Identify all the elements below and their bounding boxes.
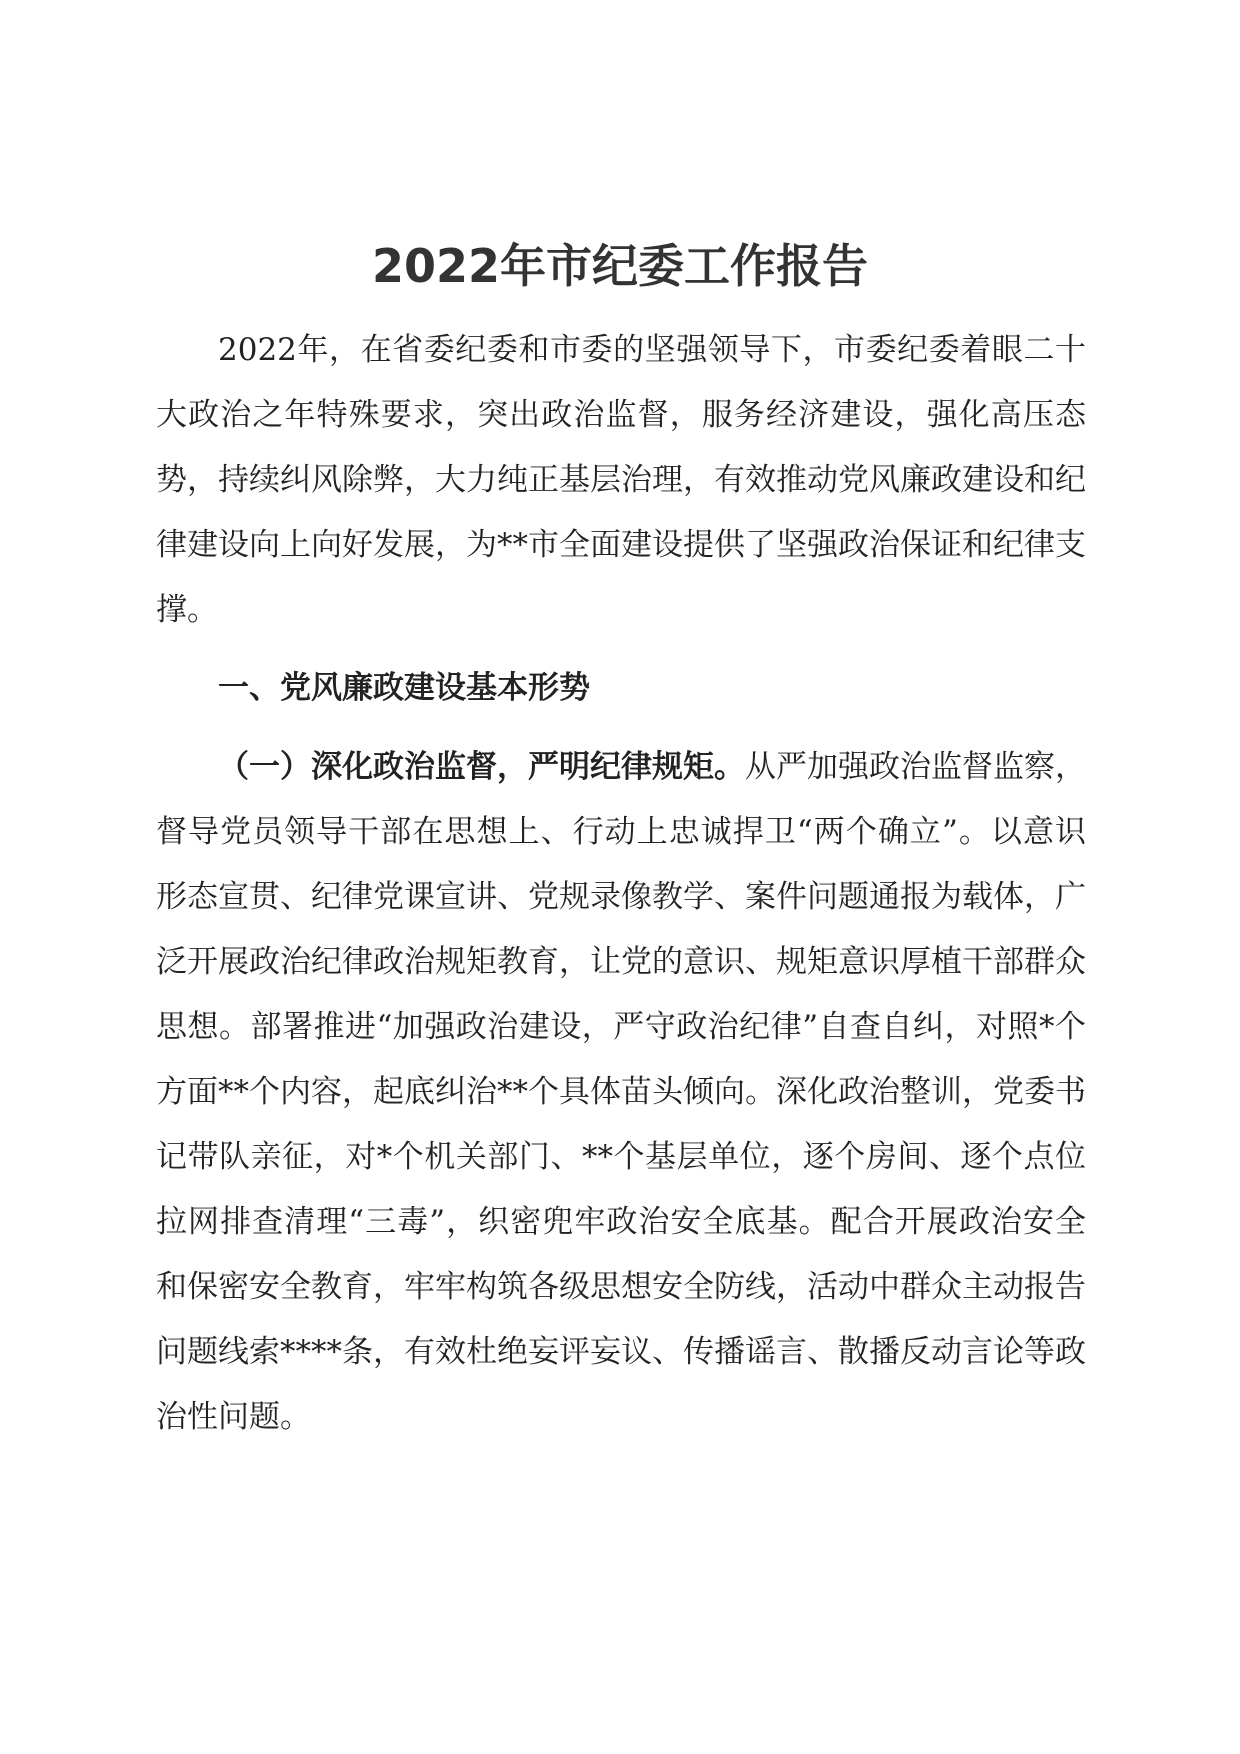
subsection-paragraph bbox=[156, 735, 1086, 1450]
subsection-text: 从严加强政治监督监察，督导党员领导干部在思想上、行动上忠诚捍卫“两个确立”。以意识形态宣贯、纪律党课宣讲、党规录像教学、案件问题通报为载体，广泛开展政治纪律政治规矩教育，让党的意识、规矩意识厚植干部群众思想。部署推进“加强政治建设，严守政治纪律”自查自纠，对照*个方面**个内容，起底纠治**个具体苗头倾向。深化政治整训，党委书记带队亲征，对*个机关部门、**个基层单位，逐个房间、逐个点位拉网排查清理“三毒”，织密兜牢政治安全底基。配合开展政治安全和保密安全教育，牢牢构筑各级思想安全防线，活动中群众主动报告问题线索****条，有效杜绝妄评妄议、传播谣言、散播反动言论等政治性问题。 bbox=[156, 749, 1086, 1435]
subsection-lead: （一）深化政治监督，严明纪律规矩。 bbox=[218, 749, 745, 785]
intro-paragraph: 2022年，在省委纪委和市委的坚强领导下，市委纪委着眼二十大政治之年特殊要求，突出政治监督，服务经济建设，强化高压态势，持续纠风除弊，大力纯正基层治理，有效推动党风廉政建设和纪律建设向上向好发展，为**市全面建设提供了坚强政治保证和纪律支撑。 bbox=[156, 332, 1086, 628]
section-heading: 一、党风廉政建设基本形势 bbox=[218, 670, 590, 706]
document-title: 2022年市纪委工作报告 bbox=[371, 239, 869, 293]
